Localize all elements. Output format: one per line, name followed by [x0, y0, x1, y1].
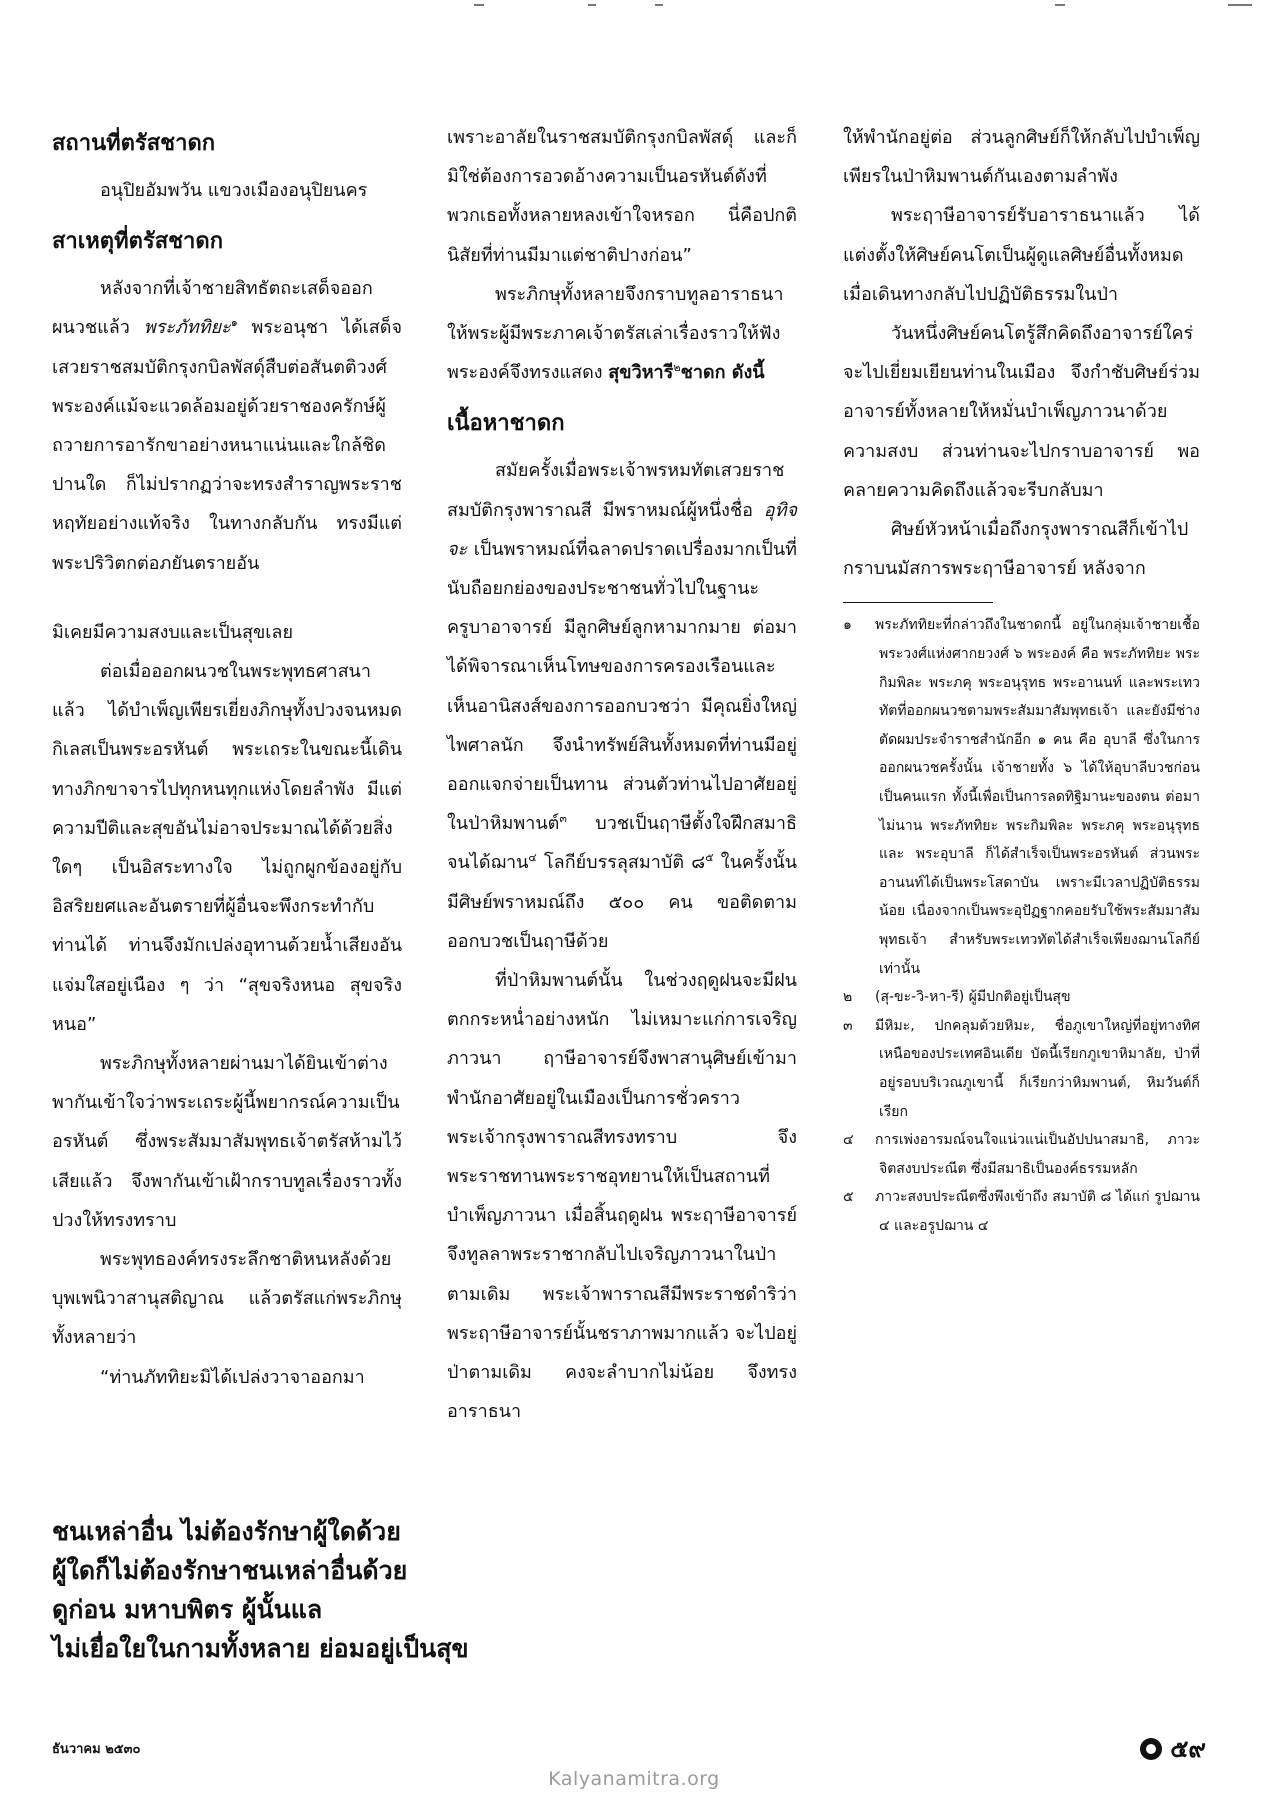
footnote-ref: ๒ — [673, 361, 681, 375]
name-udicca: อุทิจจะ — [447, 499, 797, 560]
footnote-marker: ๑ — [843, 617, 852, 634]
circle-dot-icon — [1140, 1738, 1162, 1760]
footnote: ๑ พระภัททิยะที่กล่าวถึงในชาดกนี้ อยู่ในกลุ่มเจ้าชายเชื้อพระวงศ์แห่งศากยวงศ์ ๖ พระองค์ คือ พระภัททิยะ พระกิมพิละ พระภคุ พระอนุรุทธ พระอานนท์ และพระเทวทัตที่ออกผนวชตามพระสัมมาสัมพุทธเจ้า และยังมีช่างตัดผมประจำราชสำนักอีก ๑ คน คือ อุบาลี ซึ่งในการออกผนวชครั้งนั้น เจ้าชายทั้ง ๖ ได้ให้อุบาลีบวชก่อนเป็นคนแรก ทั้งนี้เพื่อเป็นการลดทิฐิมานะของตน ต่อมาไม่นาน พระภัททิยะ พระกิมพิละ พระภคุ พระอนุรุทธ และ พระอุบาลี ก็ได้สำเร็จเป็นพระอรหันต์ ส่วนพระอานนท์ได้เป็นพระโสดาบัน เพราะมีเวลาปฏิบัติธรรมน้อย เนื่องจากเป็นพระอุปัฏฐากคอยรับใช้พระสัมมาสัมพุทธเจ้า สำหรับพระเทวทัตได้สำเร็จเพียงฌานโลกีย์เท่านั้น — [843, 611, 1200, 983]
top-edge-marks — [0, 0, 1268, 14]
jataka-name: สุขวิหารี — [608, 362, 674, 384]
section-heading-cause: สาเหตุที่ตรัสชาดก — [52, 229, 224, 255]
page-number-block — [1140, 1729, 1206, 1768]
quote-line: ดูก่อน มหาบพิตร ผู้นั้นแล — [52, 1595, 323, 1624]
paragraph: วันหนึ่งศิษย์คนโตรู้สึกคิดถึงอาจารย์ใคร่จะไปเยี่ยมเยียนท่านในเมือง จึงกำชับศิษย์ร่วมอาจารย์ทั้งหลายให้หมั่นบำเพ็ญภาวนาด้วยความสงบ ส่วนท่านจะไปกราบอาจารย์ พอคลายความคิดถึงแล้วจะรีบกลับมา — [843, 323, 1200, 501]
footnote: ๔ การเพ่งอารมณ์จนใจแน่วแน่เป็นอัปปนาสมาธิ, ภาวะจิตสงบประณีต ซึ่งมีสมาธิเป็นองค์ธรรมหลัก — [843, 1126, 1200, 1183]
footnote-marker: ๔ — [843, 1132, 854, 1149]
section-heading-content: เนื้อหาชาดก — [447, 411, 565, 437]
footnote: ๕ ภาวะสงบประณีตซึ่งพึงเข้าถึง สมาบัติ ๘ ได้แก่ รูปฌาน ๔ และอรูปฌาน ๔ — [843, 1183, 1200, 1240]
issue-date: ธันวาคม ๒๕๓๐ — [52, 1742, 141, 1757]
footnote-marker: ๒ — [843, 989, 853, 1006]
footnote-ref: ๔ — [528, 851, 537, 865]
footnote: ๓ มีหิมะ, ปกคลุมด้วยหิมะ, ชื่อภูเขาใหญ่ที่อยู่ทางทิศเหนือของประเทศอินเดีย บัดนี้เรียกภูเขาหิมาลัย, ป่าที่อยู่รอบบริเวณภูเขานี้ ก็เรียกว่าหิมพานต์, หิมวันต์ก็เรียก — [843, 1012, 1200, 1126]
footnote-divider — [843, 602, 993, 603]
paragraph: ให้พำนักอยู่ต่อ ส่วนลูกศิษย์ก็ให้กลับไปบำเพ็ญเพียรในป่าหิมพานต์กันเองตามลำพัง — [843, 127, 1200, 188]
paragraph: “ท่านภัททิยะมิได้เปล่งวาจาออกมา — [100, 1366, 365, 1388]
column-right — [843, 118, 1200, 1241]
watermark: Kalyanamitra.org — [548, 1768, 720, 1790]
footnote-ref: ๕ — [705, 851, 714, 865]
page-number: ๕๙ — [1170, 1735, 1206, 1763]
footnote-ref: ๓ — [559, 812, 567, 826]
paragraph: พระพุทธองค์ทรงระลึกชาติหนหลังด้วยบุพเพนิวาสานุสติญาณ แล้วตรัสแก่พระภิกษุทั้งหลายว่า — [52, 1249, 402, 1349]
paragraph: พระฤาษีอาจารย์รับอาราธนาแล้ว ได้แต่งตั้งให้ศิษย์คนโตเป็นผู้ดูแลศิษย์อื่นทั้งหมด เมื่อเดินทางกลับไปปฏิบัติธรรมในป่า — [843, 205, 1200, 305]
location-text: อนุปิยอัมพวัน แขวงเมืองอนุปิยนคร — [100, 180, 368, 201]
name-bhaddiya: พระภัททิยะ — [143, 317, 231, 339]
paragraph: พระภิกษุทั้งหลายจึงกราบทูลอาราธนาให้พระผู้มีพระภาคเจ้าตรัสเล่าเรื่องราวให้ฟัง พระองค์จึงทรงแสดง สุขวิหารี$^๒$ชาดก ดังนี้ — [447, 283, 784, 384]
quote-line: ชนเหล่าอื่น ไม่ต้องรักษาผู้ใดด้วย — [52, 1517, 401, 1546]
section-heading-location: สถานที่ตรัสชาดก — [52, 131, 216, 156]
quote-line: ไม่เยื่อใยในกามทั้งหลาย ย่อมอยู่เป็นสุข — [52, 1634, 469, 1663]
paragraph: มิเคยมีความสงบและเป็นสุขเลย — [52, 621, 293, 643]
footnote-marker: ๓ — [843, 1017, 853, 1034]
pull-quote — [52, 1512, 469, 1668]
paragraph: ต่อเมื่อออกผนวชในพระพุทธศาสนาแล้ว ได้บำเพ็ญเพียรเยี่ยงภิกษุทั้งปวงจนหมดกิเลสเป็นพระอรหันต์ พระเถระในขณะนี้เดินทางภิกขาจารไปทุกหนทุกแห่งโดยลำพัง มีแต่ความปีติและสุขอันไม่อาจประมาณได้ด้วยสิ่งใดๆ เป็นอิสระทางใจ ไม่ถูกผูกข้องอยู่กับอิสริยยศและอันตรายที่ผู้อื่นจะพึงกระทำกับท่านได้ ท่านจึงมักเปล่งอุทานด้วยน้ำเสียงอันแจ่มใสอยู่เนือง ๆ ว่า “สุขจริงหนอ สุขจริงหนอ” — [52, 661, 402, 1035]
column-middle — [447, 118, 797, 1432]
quote-line: ผู้ใดก็ไม่ต้องรักษาชนเหล่าอื่นด้วย — [52, 1556, 408, 1585]
footnote-marker: ๕ — [843, 1189, 854, 1206]
paragraph: ที่ป่าหิมพานต์นั้น ในช่วงฤดูฝนจะมีฝนตกกระหน่ำอย่างหนัก ไม่เหมาะแก่การเจริญภาวนา ฤาษีอาจารย์จึงพาสานุศิษย์เข้ามาพำนักอาศัยอยู่ในเมืองเป็นการชั่วคราว พระเจ้ากรุงพาราณสีทรงทราบ จึงพระราชทานพระราชอุทยานให้เป็นสถานที่บำเพ็ญภาวนา เมื่อสิ้นฤดูฝน พระฤาษีอาจารย์จึงทูลลาพระราชากลับไปเจริญภาวนาในป่าตามเดิม พระเจ้าพาราณสีมีพระราชดำริว่า พระฤาษีอาจารย์นั้นชราภาพมากแล้ว จะไปอยู่ป่าตามเดิม คงจะลำบากไม่น้อย จึงทรงอาราธนา — [447, 970, 797, 1423]
paragraph: หลังจากที่เจ้าชายสิทธัตถะเสด็จออกผนวชแล้ว พระภัททิยะ$^๑$ พระอนุชา ได้เสด็จเสวยราชสมบัติกรุงกบิลพัสดุ์สืบต่อสันตติวงศ์ พระองค์แม้จะแวดล้อมอยู่ด้วยราชองครักษ์ผู้ถวายการอารักขาอย่างหนาแน่นและใกล้ชิดปานใด ก็ไม่ปรากฏว่าจะทรงสำราญพระราชหฤทัยอย่างแท้จริง ในทางกลับกัน ทรงมีแต่พระปริวิตกต่อภยันตรายอัน — [52, 278, 403, 574]
paragraph: เพราะอาลัยในราชสมบัติกรุงกบิลพัสดุ์ และก็มิใช่ต้องการอวดอ้างความเป็นอรหันต์ดังที่พวกเธอทั้งหลายหลงเข้าใจหรอก นี่คือปกตินิสัยที่ท่านมีมาแต่ชาติปางก่อน” — [447, 127, 797, 266]
paragraph: ศิษย์หัวหน้าเมื่อถึงกรุงพาราณสีก็เข้าไปกราบนมัสการพระฤาษีอาจารย์ หลังจาก — [843, 519, 1189, 580]
footnote-ref: ๑ — [230, 316, 238, 330]
column-left — [52, 118, 402, 1397]
paragraph: สมัยครั้งเมื่อพระเจ้าพรหมทัตเสวยราชสมบัติกรุงพาราณสี มีพราหมณ์ผู้หนึ่งชื่อ อุทิจจะ เป็นพราหมณ์ที่ฉลาดปราดเปรื่องมากเป็นที่นับถือยกย่องของประชาชนทั่วไปในฐานะครูบาอาจารย์ มีลูกศิษย์ลูกหามากมาย ต่อมา ได้พิจารณาเห็นโทษของการครองเรือนและเห็นอานิสงส์ของการออกบวชว่า มีคุณยิ่งใหญ่ไพศาลนัก จึงนำทรัพย์สินทั้งหมดที่ท่านมีอยู่ออกแจกจ่ายเป็นทาน ส่วนตัวท่านไปอาศัยอยู่ในป่าหิมพานต์$^๓$ บวชเป็นฤาษีตั้งใจฝึกสมาธิจนได้ฌาน$^๔$ โลกีย์บรรลุสมาบัติ ๘$^๕$ ในครั้งนั้น มีศิษย์พราหมณ์ถึง ๕๐๐ คน ขอติดตามออกบวชเป็นฤาษีด้วย — [447, 460, 797, 952]
footnote: ๒ (สุ-ขะ-วิ-หา-รี) ผู้มีปกติอยู่เป็นสุข — [843, 983, 1200, 1012]
paragraph: พระภิกษุทั้งหลายผ่านมาได้ยินเข้าต่างพากันเข้าใจว่าพระเถระผู้นี้พยากรณ์ความเป็นอรหันต์ ซึ่งพระสัมมาสัมพุทธเจ้าตรัสห้ามไว้เสียแล้ว จึงพากันเข้าเฝ้ากราบทูลเรื่องราวทั้งปวงให้ทรงทราบ — [52, 1053, 402, 1231]
